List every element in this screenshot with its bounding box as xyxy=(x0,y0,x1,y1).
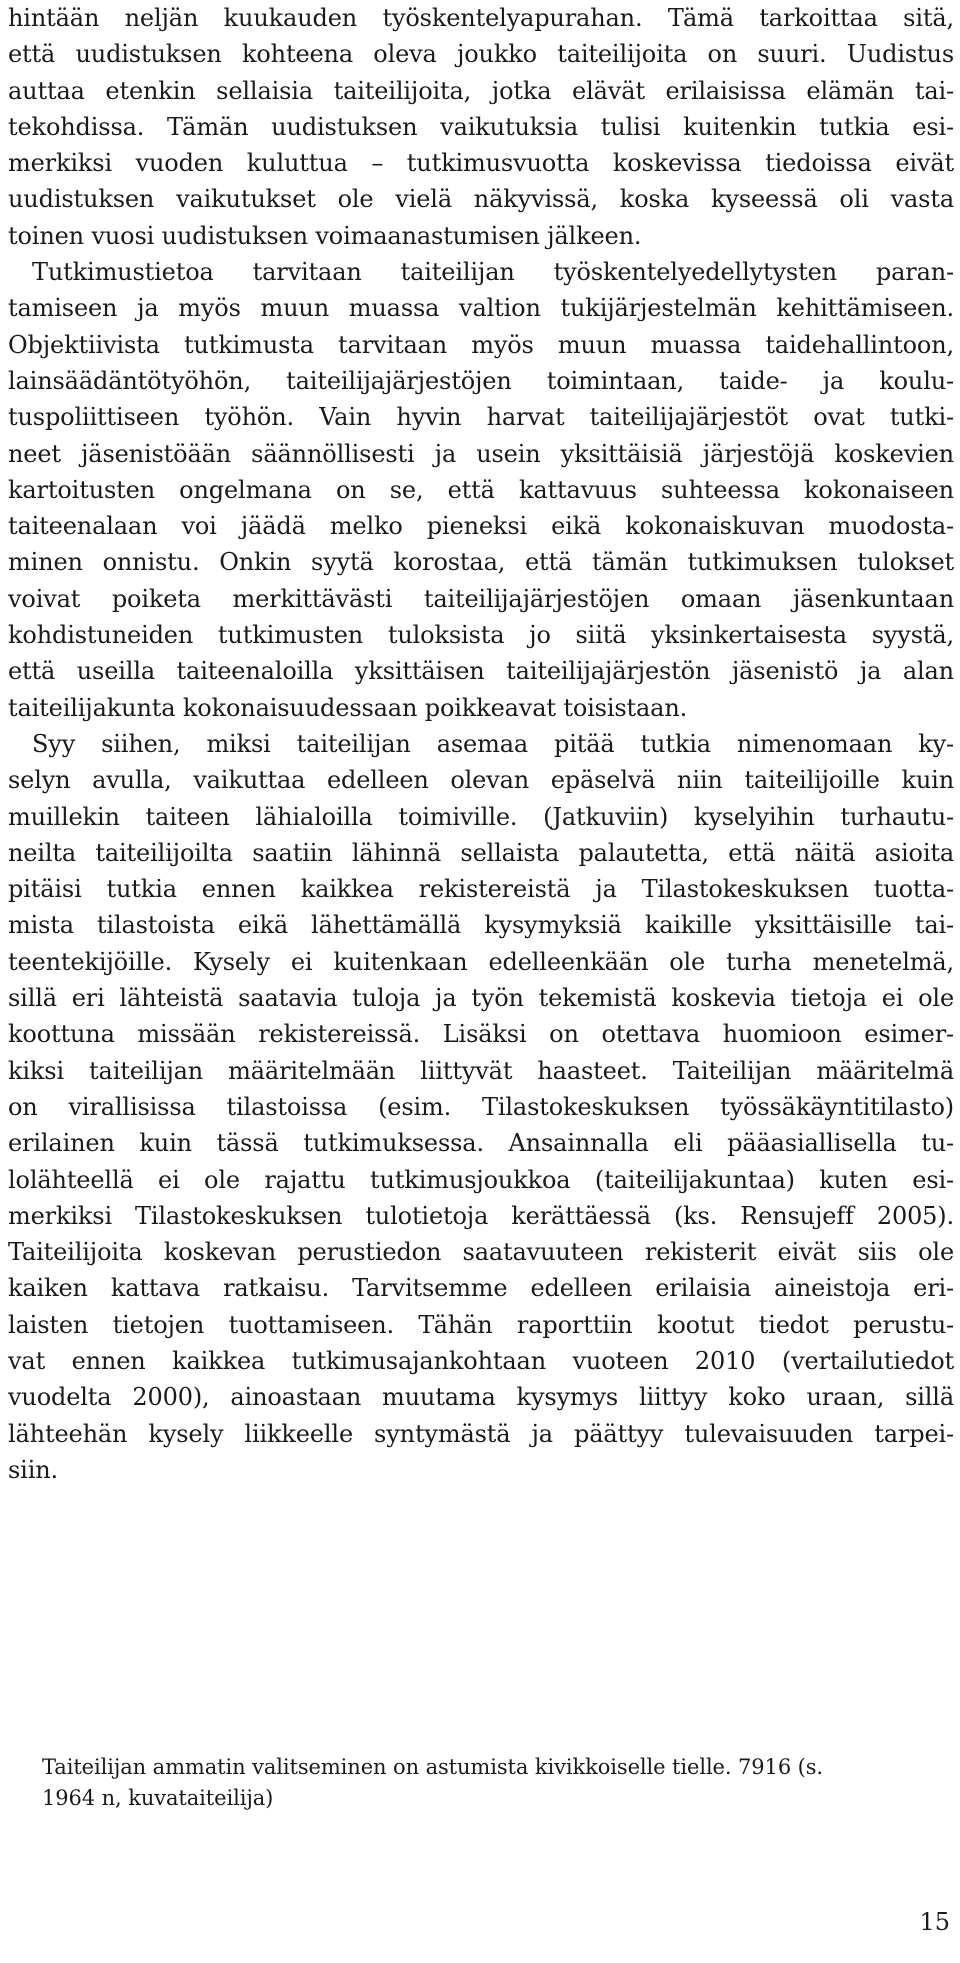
text-line: teentekijöille. Kysely ei kuitenkaan edelleenkään ole turha menetelmä, xyxy=(8,947,954,976)
text-line: koottuna missään rekistereissä. Lisäksi on otettava huomioon esimer- xyxy=(8,1020,954,1049)
quote-line: 1964 n, kuvataiteilija) xyxy=(42,1786,274,1810)
text-line: siin. xyxy=(8,1455,59,1484)
text-line: Taiteilijoita koskevan perustiedon saatavuuteen rekisterit eivät siis ole xyxy=(8,1238,954,1267)
text-line: kiksi taiteilijan määritelmään liittyvät haasteet. Taiteilijan määritelmä xyxy=(8,1056,954,1085)
text-line: että uudistuksen kohteena oleva joukko taiteilijoita on suuri. Uudistus xyxy=(8,40,954,69)
text-line: neet jäsenistöään säännöllisesti ja usein yksittäisiä järjestöjä koskevien xyxy=(8,439,954,468)
text-line: kohdistuneiden tutkimusten tuloksista jo siitä yksinkertaisesta syystä, xyxy=(8,621,954,650)
text-line: taiteilijakunta kokonaisuudessaan poikkeavat toisistaan. xyxy=(8,693,688,722)
text-line: selyn avulla, vaikuttaa edelleen olevan epäselvä niin taiteilijoille kuin xyxy=(8,766,954,795)
paragraph-3 xyxy=(8,726,954,1488)
text-line: pitäisi tutkia ennen kaikkea rekistereistä ja Tilastokeskuksen tuotta- xyxy=(8,875,954,904)
text-line: merkiksi vuoden kuluttua – tutkimusvuotta koskevissa tiedoissa eivät xyxy=(8,149,954,178)
text-line: vuodelta 2000), ainoastaan muutama kysymys liittyy koko uraan, sillä xyxy=(8,1383,954,1412)
paragraph-1 xyxy=(8,0,954,254)
page-number: 15 xyxy=(919,1908,950,1936)
text-line: kaiken kattava ratkaisu. Tarvitsemme edelleen erilaisia aineistoja eri- xyxy=(8,1274,954,1303)
text-line: tamiseen ja myös muun muassa valtion tukijärjestelmän kehittämiseen. xyxy=(8,294,954,323)
text-line: neilta taiteilijoilta saatiin lähinnä sellaista palautetta, että näitä asioita xyxy=(8,838,954,867)
quote-line: Taiteilijan ammatin valitseminen on astumista kivikkoiselle tielle. 7916 (s. xyxy=(42,1755,823,1779)
text-line: vat ennen kaikkea tutkimusajankohtaan vuoteen 2010 (vertailutiedot xyxy=(8,1346,954,1375)
pull-quote xyxy=(42,1752,922,1814)
text-line: auttaa etenkin sellaisia taiteilijoita, jotka elävät erilaisissa elämän tai- xyxy=(8,76,954,105)
text-line: sillä eri lähteistä saatavia tuloja ja työn tekemistä koskevia tietoja ei ole xyxy=(8,984,954,1013)
text-line: Syy siihen, miksi taiteilijan asemaa pitää tutkia nimenomaan ky- xyxy=(32,729,954,758)
text-line: erilainen kuin tässä tutkimuksessa. Ansainnalla eli pääasiallisella tu- xyxy=(8,1129,954,1158)
text-line: mista tilastoista eikä lähettämällä kysymyksiä kaikille yksittäisille tai- xyxy=(8,911,954,940)
text-line: lähteehän kysely liikkeelle syntymästä ja päättyy tulevaisuuden tarpei- xyxy=(8,1419,954,1448)
text-line: taiteenalaan voi jäädä melko pieneksi eikä kokonaiskuvan muodosta- xyxy=(8,512,954,541)
text-line: lainsäädäntötyöhön, taiteilijajärjestöjen toimintaan, taide- ja koulu- xyxy=(8,366,954,395)
text-line: toinen vuosi uudistuksen voimaanastumisen jälkeen. xyxy=(8,221,642,250)
text-line: lolähteellä ei ole rajattu tutkimusjoukkoa (taiteilijakuntaa) kuten esi- xyxy=(8,1165,954,1194)
text-line: muillekin taiteen lähialoilla toimiville. (Jatkuviin) kyselyihin turhautu- xyxy=(8,802,954,831)
text-line: minen onnistu. Onkin syytä korostaa, että tämän tutkimuksen tulokset xyxy=(8,548,954,577)
text-line: hintään neljän kuukauden työskentelyapurahan. Tämä tarkoittaa sitä, xyxy=(8,4,954,32)
text-line: että useilla taiteenaloilla yksittäisen taiteilijajärjestön jäsenistö ja alan xyxy=(8,657,954,686)
text-line: laisten tietojen tuottamiseen. Tähän raporttiin kootut tiedot perustu- xyxy=(8,1310,954,1339)
text-line: merkiksi Tilastokeskuksen tulotietoja kerättäessä (ks. Rensujeff 2005). xyxy=(8,1201,954,1230)
text-line: voivat poiketa merkittävästi taiteilijajärjestöjen omaan jäsenkuntaan xyxy=(8,584,954,613)
text-line: Objektiivista tutkimusta tarvitaan myös muun muassa taidehallintoon, xyxy=(8,330,954,359)
text-line: tekohdissa. Tämän uudistuksen vaikutuksia tulisi kuitenkin tutkia esi- xyxy=(8,112,954,141)
text-line: on virallisissa tilastoissa (esim. Tilastokeskuksen työssäkäyntitilasto) xyxy=(8,1092,954,1121)
text-line: tuspoliittiseen työhön. Vain hyvin harvat taiteilijajärjestöt ovat tutki- xyxy=(8,403,954,432)
paragraph-2 xyxy=(8,254,954,726)
body-text xyxy=(8,0,954,1488)
text-line: uudistuksen vaikutukset ole vielä näkyvissä, koska kyseessä oli vasta xyxy=(8,185,954,214)
text-line: kartoitusten ongelmana on se, että kattavuus suhteessa kokonaiseen xyxy=(8,475,954,504)
text-line: Tutkimustietoa tarvitaan taiteilijan työskentelyedellytysten paran- xyxy=(32,258,954,287)
